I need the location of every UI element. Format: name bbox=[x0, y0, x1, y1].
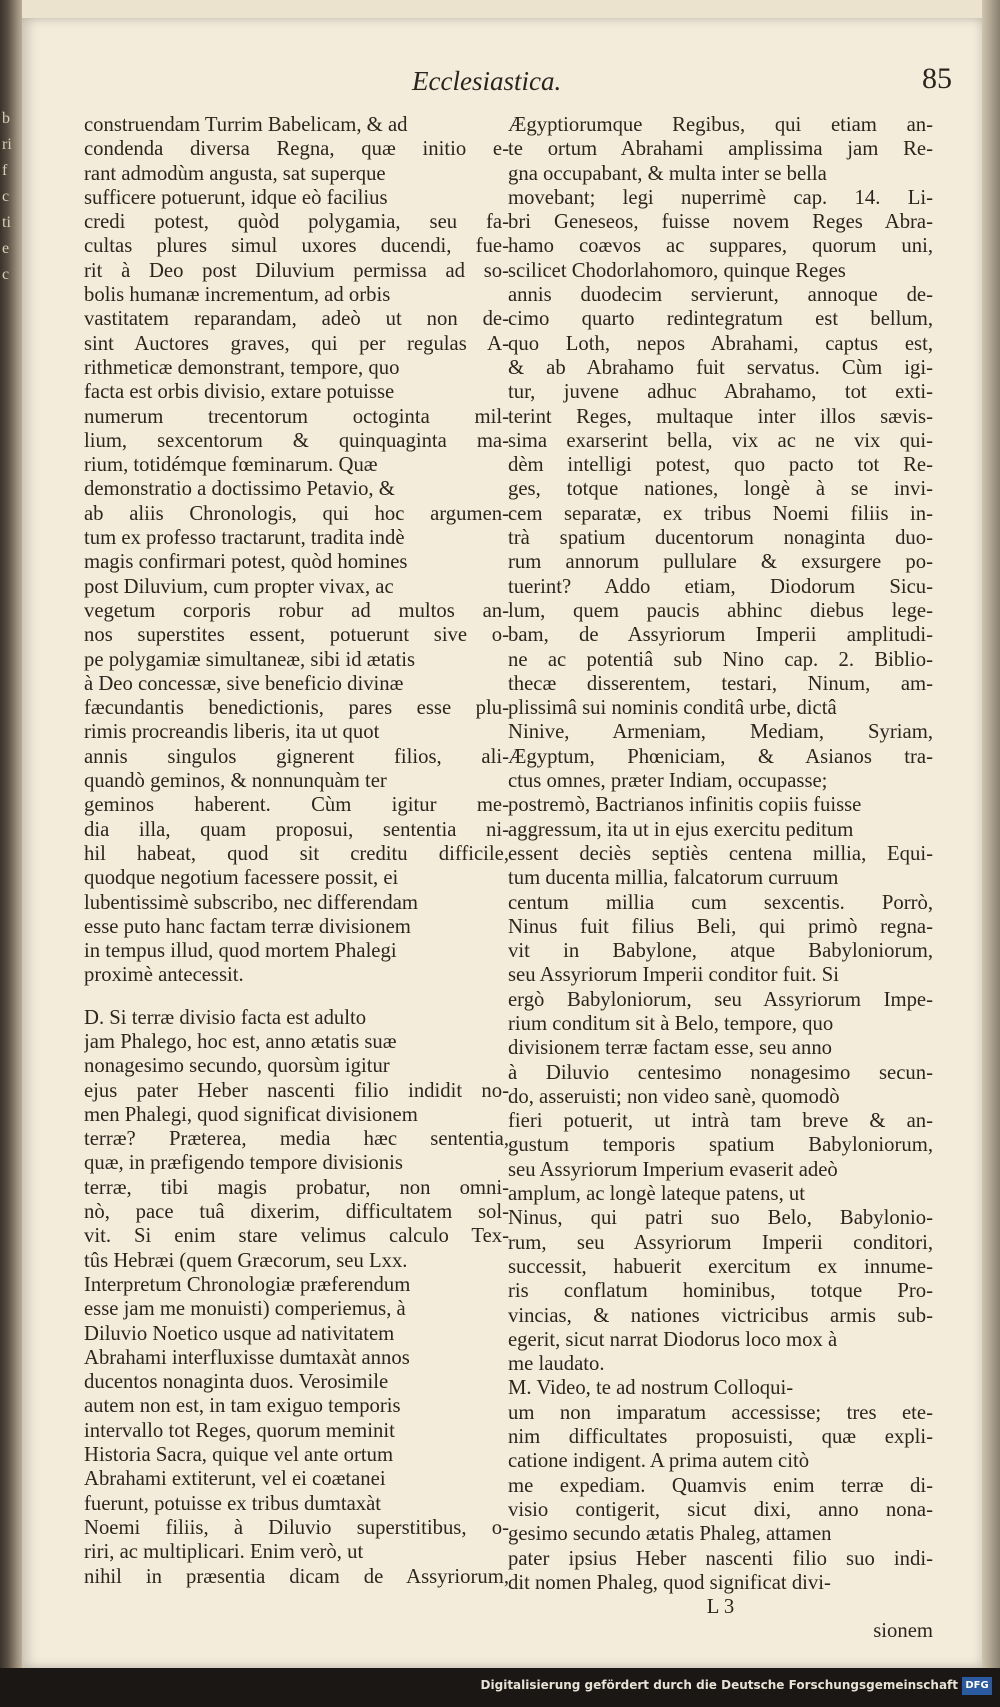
text-line: annis singulos gignerent filios, ali- bbox=[84, 745, 509, 768]
text-line: sint Auctores graves, qui per regulas A- bbox=[84, 332, 509, 355]
text-line: rit à Deo post Diluvium permissa ad so- bbox=[84, 259, 509, 282]
text-line: movebant; legi nuperrimè cap. 14. Li- bbox=[508, 186, 933, 209]
digitization-footer bbox=[0, 1668, 1000, 1707]
text-line: vegetum corporis robur ad multos an- bbox=[84, 599, 509, 622]
text-line: aggressum, ita ut in ejus exercitu peditum bbox=[508, 818, 854, 841]
text-line: do, asseruisti; non video sanè, quomodò bbox=[508, 1085, 840, 1108]
text-line: visio contigerit, sicut dixi, anno nona- bbox=[508, 1498, 933, 1521]
text-line: vincias, & nationes victricibus armis sub- bbox=[508, 1304, 933, 1327]
text-line: successit, habuerit exercitum ex innume- bbox=[508, 1255, 933, 1278]
text-line: rant admodùm angusta, sat superque bbox=[84, 162, 386, 185]
previous-page-margin-text: b ri f c ti e c bbox=[2, 110, 12, 283]
text-line: numerum trecentorum octoginta mil- bbox=[84, 405, 509, 428]
text-line: egerit, sicut narrat Diodorus loco mox à bbox=[508, 1328, 838, 1351]
text-line: riri, ac multiplicari. Enim verò, ut bbox=[84, 1541, 364, 1564]
text-line: quandò geminos, & nonnunquàm ter bbox=[84, 770, 387, 793]
text-line: ris conflatum hominibus, totque Pro- bbox=[508, 1280, 933, 1303]
text-line: amplum, ac longè lateque patens, ut bbox=[508, 1183, 805, 1206]
text-line: Ninus, qui patri suo Belo, Babylonio- bbox=[508, 1207, 933, 1230]
text-line: à Deo concessæ, sive beneficio divinæ bbox=[84, 672, 404, 695]
text-line: dit nomen Phaleg, quod significat divi- bbox=[508, 1571, 831, 1594]
text-line: ducentos nonaginta duos. Verosimile bbox=[84, 1371, 389, 1394]
text-line: rimis procreandis liberis, ita ut quot bbox=[84, 721, 380, 744]
text-line: condenda diversa Regna, quæ initio e- bbox=[84, 138, 509, 161]
text-line: credi potest, quòd polygamia, seu fa- bbox=[84, 211, 509, 234]
text-line: pater ipsius Heber nascenti filio suo indi- bbox=[508, 1547, 933, 1570]
text-line: seu Assyriorum Imperium evaserit adeò bbox=[508, 1158, 838, 1181]
text-line: L 3 bbox=[706, 1596, 735, 1619]
text-line: magis confirmari potest, quòd homines bbox=[84, 551, 408, 574]
text-line: tuerint? Addo etiam, Diodorum Sicu- bbox=[508, 575, 933, 598]
dfg-logo-icon: DFG bbox=[962, 1677, 992, 1695]
text-line: demonstratio a doctissimo Petavio, & bbox=[84, 478, 395, 501]
text-line: bolis humanæ incrementum, ad orbis bbox=[84, 284, 391, 307]
text-line: hil habeat, quod sit creditu difficile, bbox=[84, 842, 509, 865]
text-line: esse puto hanc factam terræ divisionem bbox=[84, 915, 411, 938]
text-line: ejus pater Heber nascenti filio indidit no- bbox=[84, 1079, 509, 1102]
text-line: gna occupabant, & multa inter se bella bbox=[508, 162, 827, 185]
text-line: bri Geneseos, fuisse novem Reges Abra- bbox=[508, 211, 933, 234]
text-line: rium, totidémque fœminarum. Quæ bbox=[84, 454, 378, 477]
text-line: scilicet Chodorlahomoro, quinque Reges bbox=[508, 259, 846, 282]
text-line: divisionem terræ factam esse, seu anno bbox=[508, 1037, 833, 1060]
text-line: ctus omnes, præter Indiam, occupasse; bbox=[508, 770, 828, 793]
page-number: 85 bbox=[922, 62, 952, 95]
text-line: trà spatium ducentorum nonaginta duo- bbox=[508, 527, 933, 550]
text-line: facta est orbis divisio, extare potuisse bbox=[84, 381, 395, 404]
text-line: tûs Hebræi (quem Græcorum, seu Lxx. bbox=[84, 1249, 408, 1272]
text-line: quæ, in præfigendo tempore divisionis bbox=[84, 1152, 403, 1175]
text-line: vit in Babylone, atque Babyloniorum, bbox=[508, 940, 933, 963]
text-line: rium conditum sit à Belo, tempore, quo bbox=[508, 1012, 834, 1035]
text-line: fieri potuerit, ut intrà tam breve & an- bbox=[508, 1110, 933, 1133]
text-line: Ninive, Armeniam, Mediam, Syriam, bbox=[508, 721, 933, 744]
text-line: terræ? Præterea, media hæc sententia, bbox=[84, 1128, 509, 1151]
text-line bbox=[84, 988, 509, 1006]
text-line: construendam Turrim Babelicam, & ad bbox=[84, 114, 408, 136]
text-line: te ortum Abrahami amplissima jam Re- bbox=[508, 138, 933, 161]
text-line: Ægyptiorumque Regibus, qui etiam an- bbox=[508, 114, 933, 136]
text-line: pe polygamiæ simultaneæ, sibi id ætatis bbox=[84, 648, 415, 671]
text-line: ges, totque nationes, longè à se invi- bbox=[508, 478, 933, 501]
text-line: ne ac potentiâ sub Nino cap. 2. Biblio- bbox=[508, 648, 933, 671]
text-line: plissimâ sui nominis conditâ urbe, dictâ bbox=[508, 697, 837, 720]
text-line: gustum temporis spatium Babyloniorum, bbox=[508, 1134, 933, 1157]
text-line: Ninus fuit filius Beli, qui primò regna- bbox=[508, 915, 933, 938]
text-line: seu Assyriorum Imperii conditor fuit. Si bbox=[508, 964, 839, 987]
text-line: sionem bbox=[873, 1620, 933, 1643]
text-column-right bbox=[508, 113, 933, 1644]
page-edge-right bbox=[982, 0, 1000, 1668]
text-line: dèm intelligi potest, quo pacto tot Re- bbox=[508, 454, 933, 477]
text-line: vit. Si enim stare velimus calculo Tex- bbox=[84, 1225, 509, 1248]
text-line: autem non est, in tam exiguo temporis bbox=[84, 1395, 401, 1418]
text-line: Abrahami interfluxisse dumtaxàt annos bbox=[84, 1346, 410, 1369]
text-line: terræ, tibi magis probatur, non omni- bbox=[84, 1176, 509, 1199]
text-line: nos superstites essent, potuerunt sive o- bbox=[84, 624, 509, 647]
text-line: sima exarserint bella, vix ac ne vix qui- bbox=[508, 429, 933, 452]
page-header bbox=[412, 62, 952, 110]
text-line: Interpretum Chronologiæ præferendum bbox=[84, 1273, 411, 1296]
text-line: me expediam. Quamvis enim terræ di- bbox=[508, 1474, 933, 1497]
text-line: men Phalegi, quod significat divisionem bbox=[84, 1103, 418, 1126]
text-line: quo Loth, nepos Abrahami, captus est, bbox=[508, 332, 933, 355]
text-line: catione indigent. A prima autem citò bbox=[508, 1450, 810, 1473]
text-line: in tempus illud, quod mortem Phalegi bbox=[84, 940, 397, 963]
text-line: à Diluvio centesimo nonagesimo secun- bbox=[508, 1061, 933, 1084]
text-line: rum, seu Assyriorum Imperii conditori, bbox=[508, 1231, 933, 1254]
previous-page-edge bbox=[0, 0, 22, 1668]
text-line: proximè antecessit. bbox=[84, 964, 244, 987]
text-line: lubentissimè subscribo, nec differendam bbox=[84, 891, 418, 914]
text-line: ab aliis Chronologis, qui hoc argumen- bbox=[84, 502, 509, 525]
text-line: annis duodecim servierunt, annoque de- bbox=[508, 284, 933, 307]
text-line: post Diluvium, cum propter vivax, ac bbox=[84, 575, 394, 598]
text-line: nihil in præsentia dicam de Assyriorum, bbox=[84, 1565, 509, 1588]
text-line: gesimo secundo ætatis Phaleg, attamen bbox=[508, 1523, 832, 1546]
text-line: Historia Sacra, quique vel ante ortum bbox=[84, 1444, 394, 1467]
text-line: Diluvio Noetico usque ad nativitatem bbox=[84, 1322, 395, 1345]
text-line: geminos haberent. Cùm igitur me- bbox=[84, 794, 509, 817]
text-line: lium, sexcentorum & quinquaginta ma- bbox=[84, 429, 509, 452]
text-line: cem separatæ, ex tribus Noemi filiis in- bbox=[508, 502, 933, 525]
text-line: thecæ disserentem, testari, Ninum, am- bbox=[508, 672, 933, 695]
text-line: dia illa, quam proposui, sententia ni- bbox=[84, 818, 509, 841]
text-line: tum ducenta millia, falcatorum curruum bbox=[508, 867, 839, 890]
text-line: jam Phalego, hoc est, anno ætatis suæ bbox=[84, 1030, 397, 1053]
text-line: hamo coævos ac suppares, quorum uni, bbox=[508, 235, 933, 258]
text-line: postremò, Bactrianos infinitis copiis fuisse bbox=[508, 794, 862, 817]
text-line: lum, quem paucis abhinc diebus lege- bbox=[508, 599, 933, 622]
running-head: Ecclesiastica. bbox=[412, 66, 562, 96]
text-line: fuerunt, potuisse ex tribus dumtaxàt bbox=[84, 1492, 382, 1515]
text-line: vastitatem reparandam, adeò ut non de- bbox=[84, 308, 509, 331]
text-line: tum ex professo tractarunt, tradita indè bbox=[84, 527, 405, 550]
text-line: Abrahami extiterunt, vel ei coætanei bbox=[84, 1468, 386, 1491]
text-line: M. Video, te ad nostrum Colloqui- bbox=[508, 1377, 794, 1400]
text-line: & ab Abrahamo fuit servatus. Cùm igi- bbox=[508, 356, 933, 379]
text-line: centum millia cum sexcentis. Porrò, bbox=[508, 891, 933, 914]
text-line: tur, juvene adhuc Abrahamo, tot exti- bbox=[508, 381, 933, 404]
text-line: esse jam me monuisti) comperiemus, à bbox=[84, 1298, 406, 1321]
text-line: essent deciès septiès centena millia, Equi- bbox=[508, 842, 933, 865]
text-line: Ægyptum, Phœniciam, & Asianos tra- bbox=[508, 745, 933, 768]
funding-credit: Digitalisierung gefördert durch die Deutsche Forschungsgemeinschaft bbox=[480, 1678, 958, 1692]
text-line: sufficere potuerunt, idque eò facilius bbox=[84, 186, 388, 209]
text-line: intervallo tot Reges, quorum meminit bbox=[84, 1419, 395, 1442]
text-line: cultas plures simul uxores ducendi, fue- bbox=[84, 235, 509, 258]
text-line: fæcundantis benedictionis, pares esse plu- bbox=[84, 697, 509, 720]
text-line: terint Reges, multaque inter illos sævis- bbox=[508, 405, 933, 428]
book-page bbox=[22, 18, 982, 1668]
text-line: D. Si terræ divisio facta est adulto bbox=[84, 1006, 367, 1029]
text-line: quodque negotium facessere possit, ei bbox=[84, 867, 399, 890]
text-line: nim difficultates proposuisti, quæ expli- bbox=[508, 1426, 933, 1449]
text-line: me laudato. bbox=[508, 1353, 605, 1376]
text-column-left bbox=[84, 113, 509, 1589]
text-line: rum annorum pullulare & exsurgere po- bbox=[508, 551, 933, 574]
text-line: bam, de Assyriorum Imperii amplitudi- bbox=[508, 624, 933, 647]
text-line: um non imparatum accessisse; tres ete- bbox=[508, 1401, 933, 1424]
text-line: nonagesimo secundo, quorsùm igitur bbox=[84, 1055, 390, 1078]
text-line: cimo quarto redintegratum est bellum, bbox=[508, 308, 933, 331]
text-line: rithmeticæ demonstrant, tempore, quo bbox=[84, 356, 400, 379]
text-line: ergò Babyloniorum, seu Assyriorum Impe- bbox=[508, 988, 933, 1011]
text-line: Noemi filiis, à Diluvio superstitibus, o- bbox=[84, 1516, 509, 1539]
text-line: nò, pace tuâ dixerim, difficultatem sol- bbox=[84, 1201, 509, 1224]
